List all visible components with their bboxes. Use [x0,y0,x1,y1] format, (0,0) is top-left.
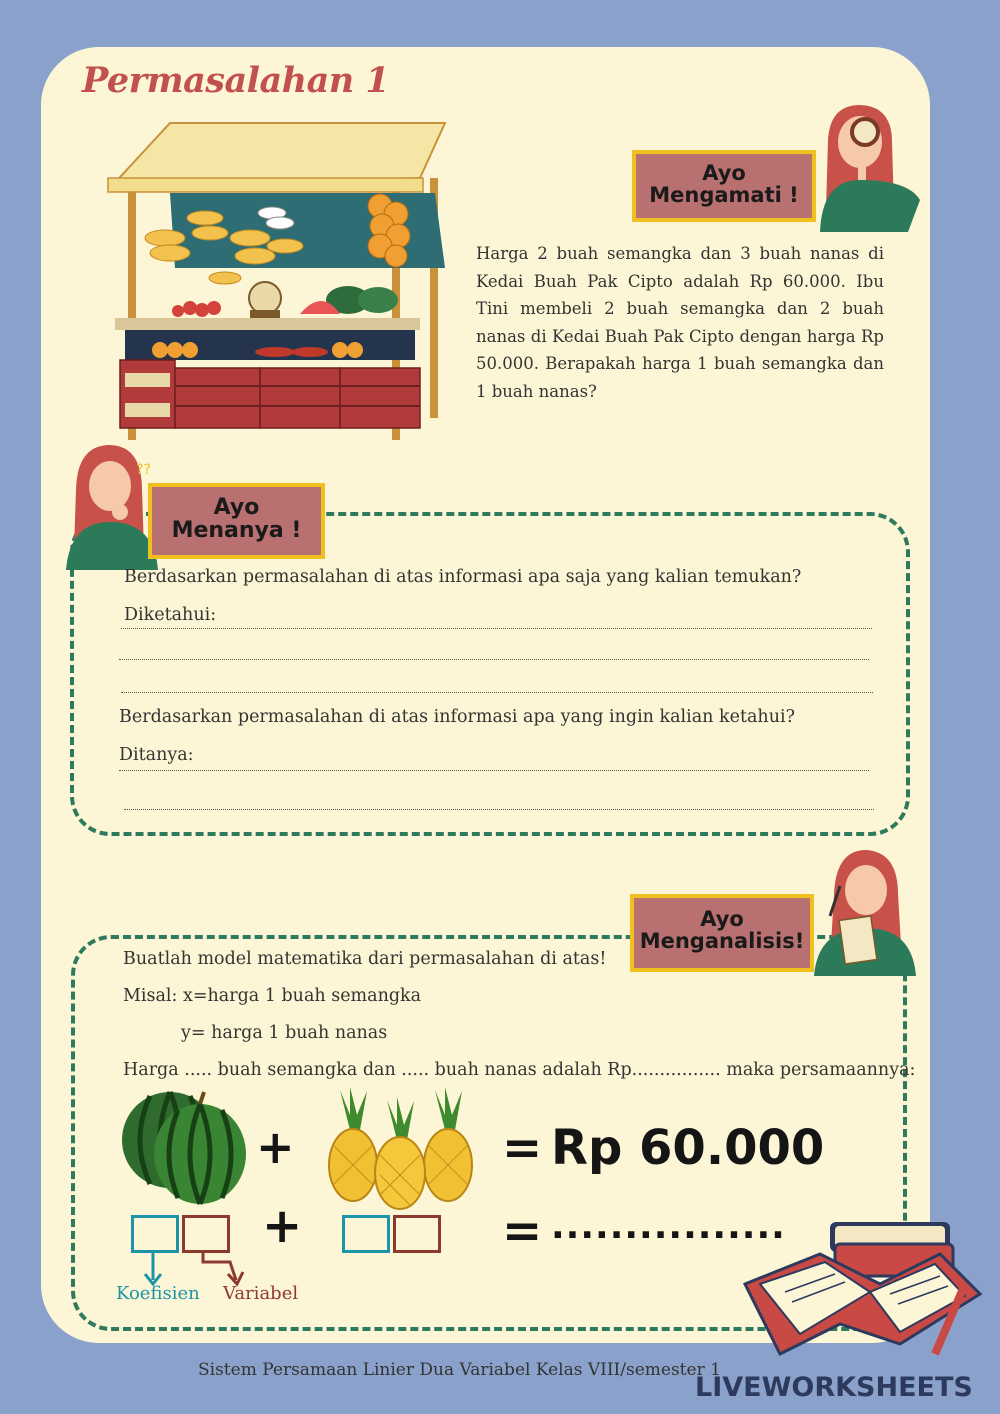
ayo-menganalisis-tag [630,894,814,972]
known-answer-line-1[interactable] [121,628,872,629]
result-value: Rp 60.000 [551,1120,825,1176]
pineapple-illustration [325,1085,475,1211]
plus-sign-1: + [256,1120,295,1174]
known-answer-line-2[interactable] [119,659,869,660]
liveworksheets-logo: LIVEWORKSHEETS [695,1372,973,1403]
ayo-mengamati-line1: Ayo [702,161,746,185]
known-label: Diketahui: [124,605,217,625]
watermelon-illustration [120,1088,250,1206]
var-box-pineapple[interactable] [393,1215,441,1253]
var-box-watermelon[interactable] [182,1215,230,1253]
question-asked-info: Berdasarkan permasalahan di atas informasi apa yang ingin kalian ketahui? [119,707,795,727]
equation-sentence: Harga ..... buah semangka dan ..... buah nanas adalah Rp................ maka persamaannya: [123,1060,916,1080]
girl-thinking-illustration [62,440,162,570]
plus-sign-2: + [262,1198,303,1254]
page-title: Permasalahan 1 [82,60,390,101]
asked-answer-line-2[interactable] [124,809,874,810]
problem-text: Harga 2 buah semangka dan 3 buah nanas di Kedai Buah Pak Cipto adalah Rp 60.000. Ibu Tini membeli 2 buah semangka dan 2 buah nanas di Kedai Buah Pak Cipto dengan harga Rp 50.000. Berapakah harga 1 buah semangka dan 1 buah nanas? [476,244,884,401]
misal-x: Misal: x=harga 1 buah semangka [123,986,422,1006]
ayo-menanya-line1: Ayo [213,495,260,520]
footer-text: Sistem Persamaan Linier Dua Variabel Kelas VIII/semester 1 [198,1360,721,1380]
ayo-menganalisis-line1: Ayo [700,907,744,931]
misal-y: y= harga 1 buah nanas [181,1023,388,1043]
coef-box-pineapple[interactable] [342,1215,390,1253]
ayo-menanya-tag [148,483,325,559]
question-found-info: Berdasarkan permasalahan di atas informasi apa saja yang kalian temukan? [124,567,802,587]
menanya-dashed-box [70,512,910,836]
equals-sign-1: = [502,1120,543,1176]
koefisien-label: Koefisien [116,1283,200,1304]
result-blank[interactable]: ................ [551,1206,786,1247]
ayo-menanya-line2: Menanya ! [171,518,302,544]
coef-box-watermelon[interactable] [131,1215,179,1253]
svg-text:??: ?? [136,462,151,478]
asked-label: Ditanya: [119,745,194,765]
variabel-label: Variabel [223,1283,299,1304]
ayo-menganalisis-line2: Menganalisis! [639,929,805,954]
equals-sign-2: = [502,1203,543,1259]
books-illustration [740,1214,985,1364]
known-answer-line-3[interactable] [121,692,873,693]
asked-answer-line-1[interactable] [119,770,869,771]
ayo-mengamati-line2: Mengamati ! [649,183,799,208]
instruction-text: Buatlah model matematika dari permasalahan di atas! [123,949,607,969]
fruit-stall-illustration [100,118,452,443]
girl-magnifier-illustration [808,100,926,232]
ayo-mengamati-tag [632,150,816,222]
girl-writing-illustration [806,846,922,976]
